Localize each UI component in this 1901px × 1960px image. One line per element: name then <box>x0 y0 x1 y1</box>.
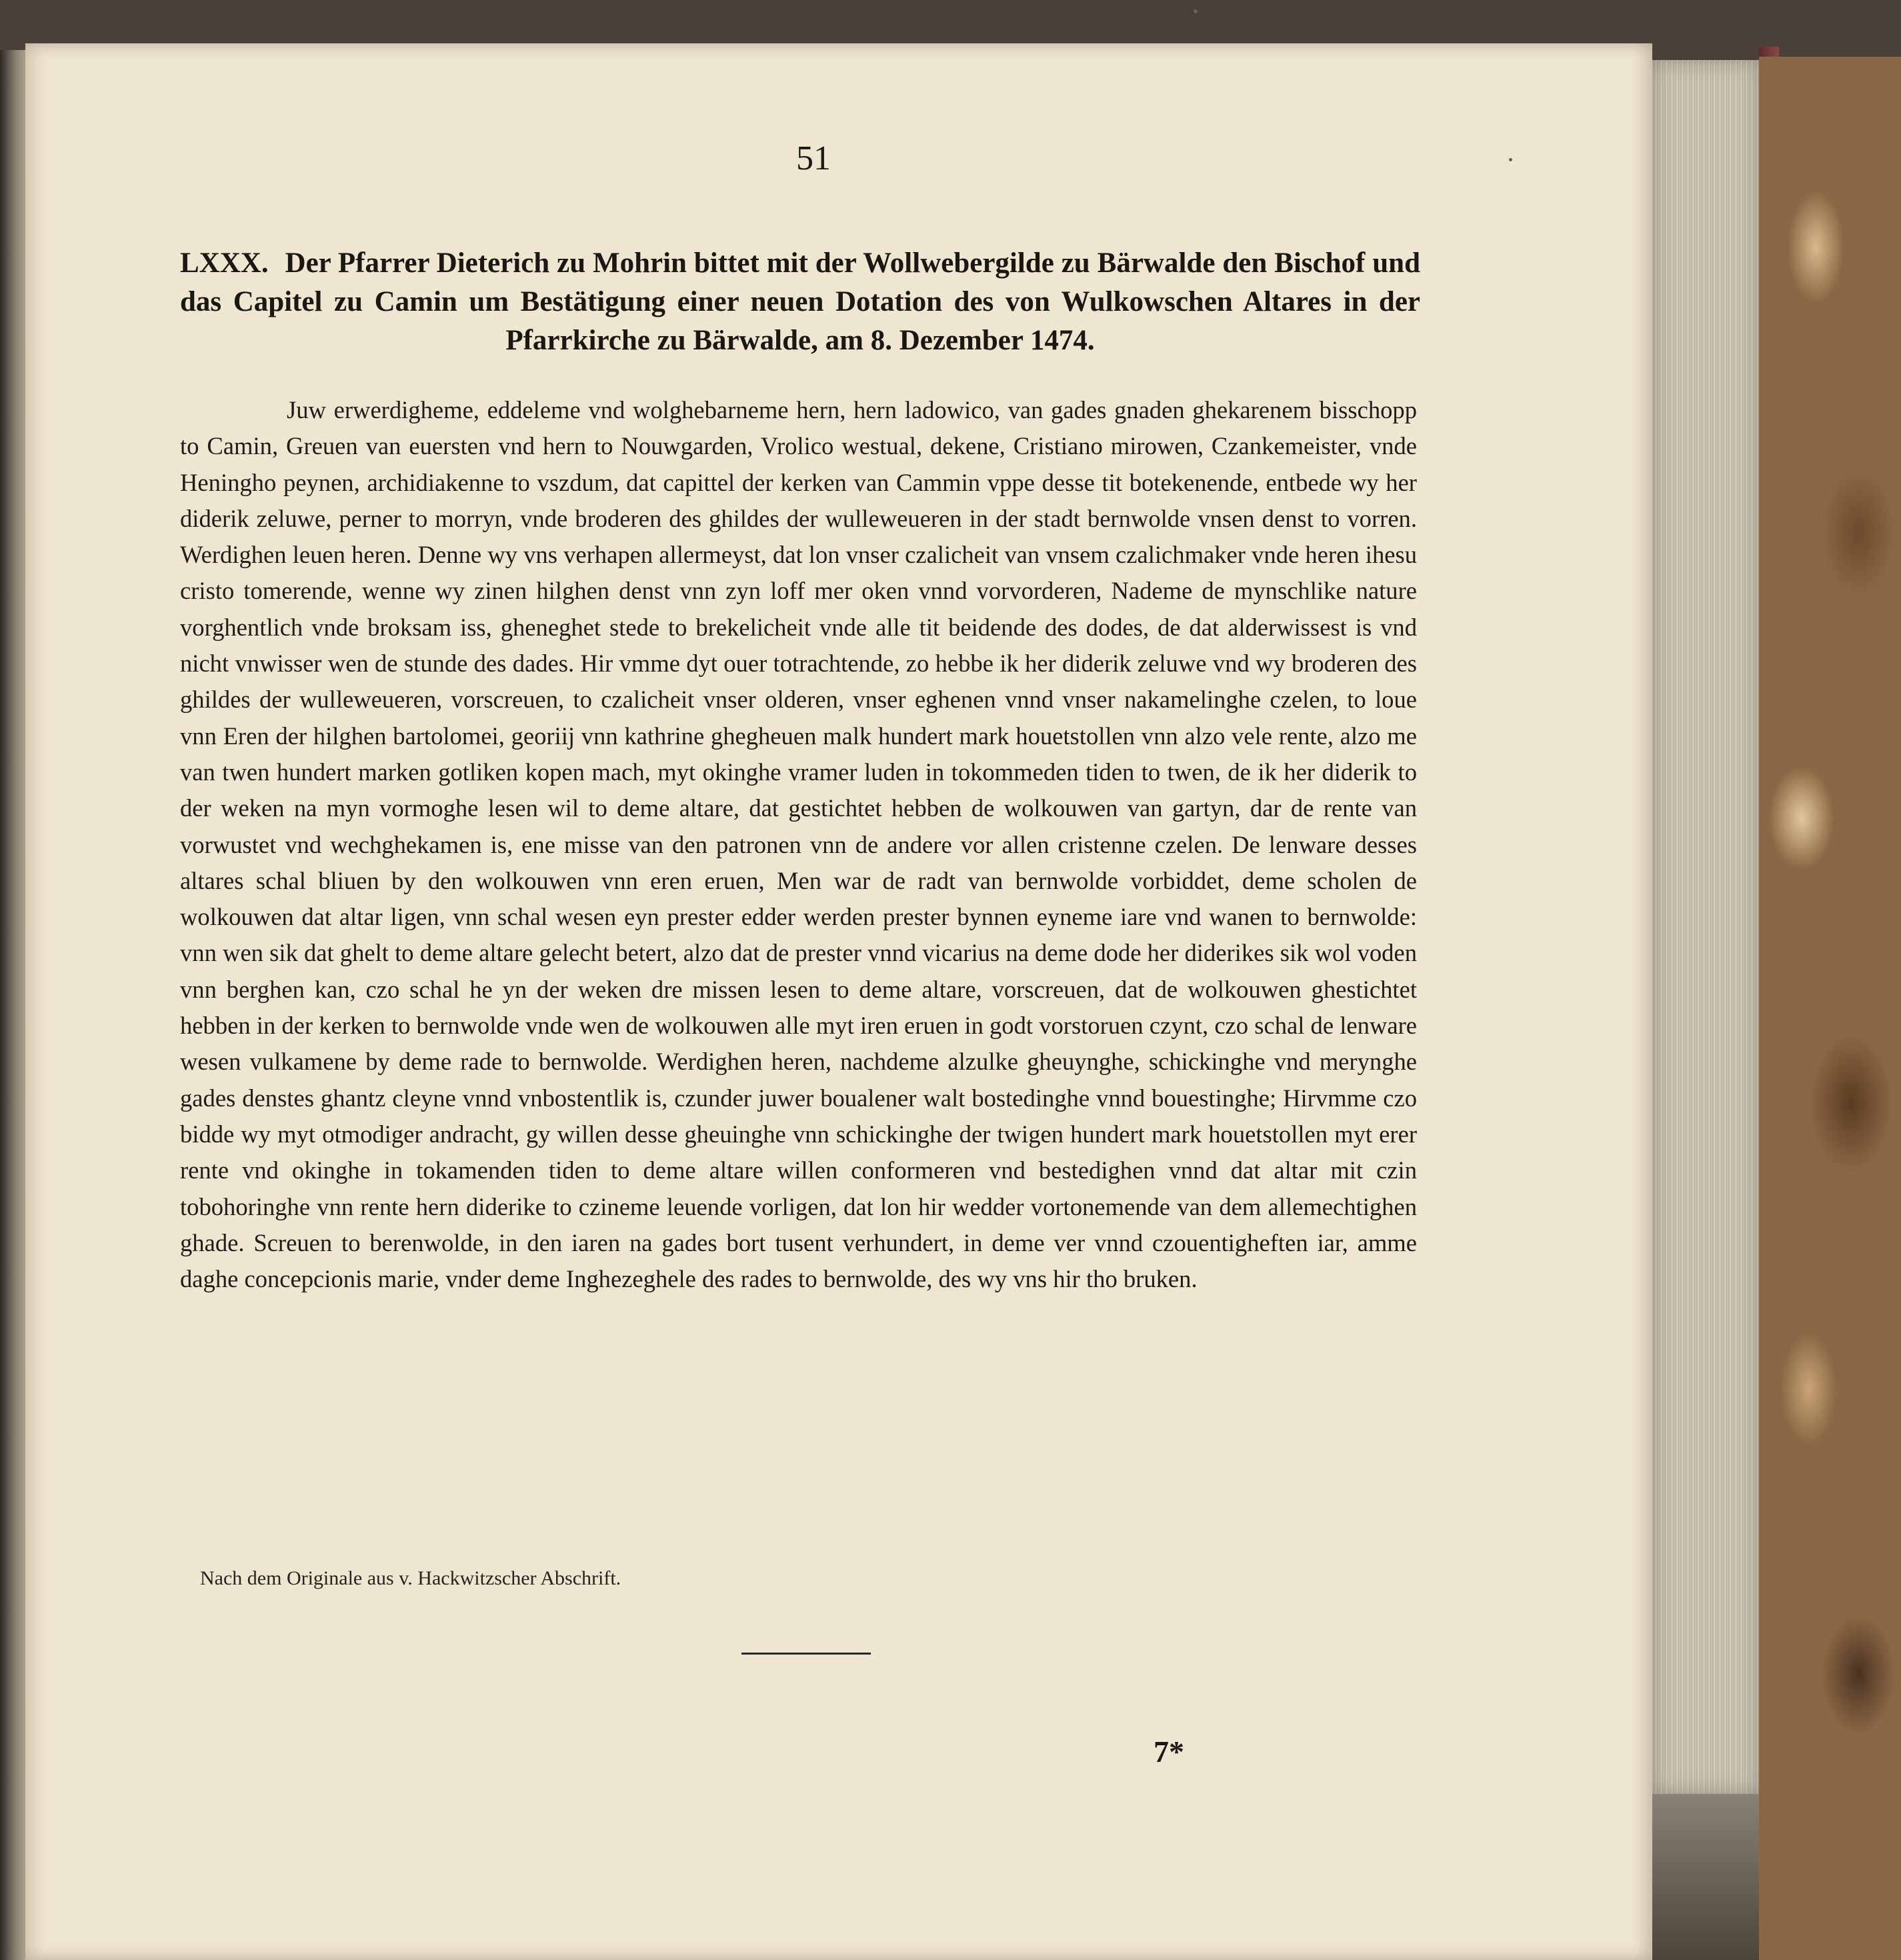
section-divider <box>741 1653 871 1655</box>
source-note: Nach dem Originale aus v. Hackwitzscher Abschrift. <box>200 1567 621 1589</box>
page-stack-shadow <box>1652 1794 1759 1960</box>
dust-speck <box>1509 158 1512 161</box>
dust-speck <box>1194 9 1198 13</box>
page-number: 51 <box>796 139 831 177</box>
document-number: LXXX. <box>180 247 269 279</box>
marbled-cover-board <box>1759 57 1901 1960</box>
document-heading <box>180 244 1420 360</box>
document-body: Juw erwerdigheme, eddeleme vnd wolghebarneme hern, hern ladowico, van gades gnaden ghekarenem bisschopp to Camin, Greuen van euersten vnd hern to Nouwgarden, Vrolico westual, dekene, Cristiano mirowen, Czankemeister, vnde Heningho peynen, archidiakenne to vszdum, dat capittel der kerken van Cammin vppe desse tit botekenende, entbede wy her diderik zeluwe, perner to morryn, vnde broderen des ghildes der wulleweueren in der stadt bernwolde vnsen denst to vorren. Werdighen leuen heren. Denne wy vns verhapen allermeyst, dat lon vnser czalicheit van vnsem czalichmaker vnde heren ihesu cristo tomerende, wenne wy zinen hilghen denst vnn zyn loff mer oken vnnd vorvorderen, Nademe de mynschlike nature vorghentlich vnde broksam iss, gheneghet stede to brekelicheit vnde alle tit beidende des dodes, de dat alderwissest is vnd nicht vnwisser wen de stunde des dades. Hir vmme dyt ouer totrachtende, zo hebbe ik her diderik zeluwe vnd wy broderen des ghildes der wulleweueren, vorscreuen, to czalicheit vnser olderen, vnser eghenen vnnd vnser nakamelinghe czelen, to loue vnn Eren der hilghen bartolomei, georiij vnn kathrine ghegheuen malk hundert mark houetstollen vnn alzo vele rente, alzo me van twen hundert marken gotliken kopen mach, myt okinghe vramer luden in tokommeden tiden to twen, de ik her diderik to der weken na myn vormoghe lesen wil to deme altare, dat gestichtet hebben de wolkouwen van gartyn, dar de rente van vorwustet vnd wechghekamen is, ene misse van den patronen vnn de andere vor allen cristenne czelen. De lenware desses altares schal bliuen by den wolkouwen vnn eren eruen, Men war de radt van bernwolde vorbiddet, deme scholen de wolkouwen dat altar ligen, vnn schal wesen eyn prester edder werden prester bynnen eyneme iare vnd wanen to bernwolde: vnn wen sik dat ghelt to deme altare gelecht betert, alzo dat de prester vnnd vicarius na deme dode her diderikes sik wol voden vnn berghen kan, czo schal he yn der weken dre missen lesen to deme altare, vorscreuen, dat de wolkouwen ghestichtet hebben in der kerken to bernwolde vnde wen de wolkouwen alle myt iren eruen in godt vorstoruen czynt, czo schal de lenware wesen vulkamene by deme rade to bernwolde. Werdighen heren, nachdeme alzulke gheuynghe, schickinghe vnd merynghe gades denstes ghantz cleyne vnnd vnbostentlik is, czunder juwer boualener walt bostedinghe vnnd bouestinghe; Hirvmme czo bidde wy myt otmodiger andracht, gy willen desse gheuinghe vnn schickinghe der twigen hundert mark houetstollen myt erer rente vnd okinghe in tokamenden tiden to deme altare willen conformeren vnd bestedighen vnnd dat altar mit czin tobohoringhe vnn rente hern diderike to czineme leuende vorligen, dat lon hir wedder vortonemende van dem allemechtighen ghade. Screuen to berenwolde, in den iaren na gades bort tusent verhundert, in deme ver vnnd czouentigheften iar, amme daghe concepcionis marie, vnder deme Inghezeghele des rades to bernwolde, des wy vns hir tho bruken. <box>180 396 1417 1293</box>
signature-mark: 7* <box>1154 1735 1184 1769</box>
page-stack-edge <box>1652 60 1759 1794</box>
document-title: Der Pfarrer Dieterich zu Mohrin bittet mit der Wollwebergilde zu Bärwalde den Bischof und das Capitel zu Camin um Bestätigung einer neuen Dotation des von Wulkowschen Altares in der Pfarrkirche zu Bärwalde, am 8. Dezember 1474. <box>180 247 1420 356</box>
